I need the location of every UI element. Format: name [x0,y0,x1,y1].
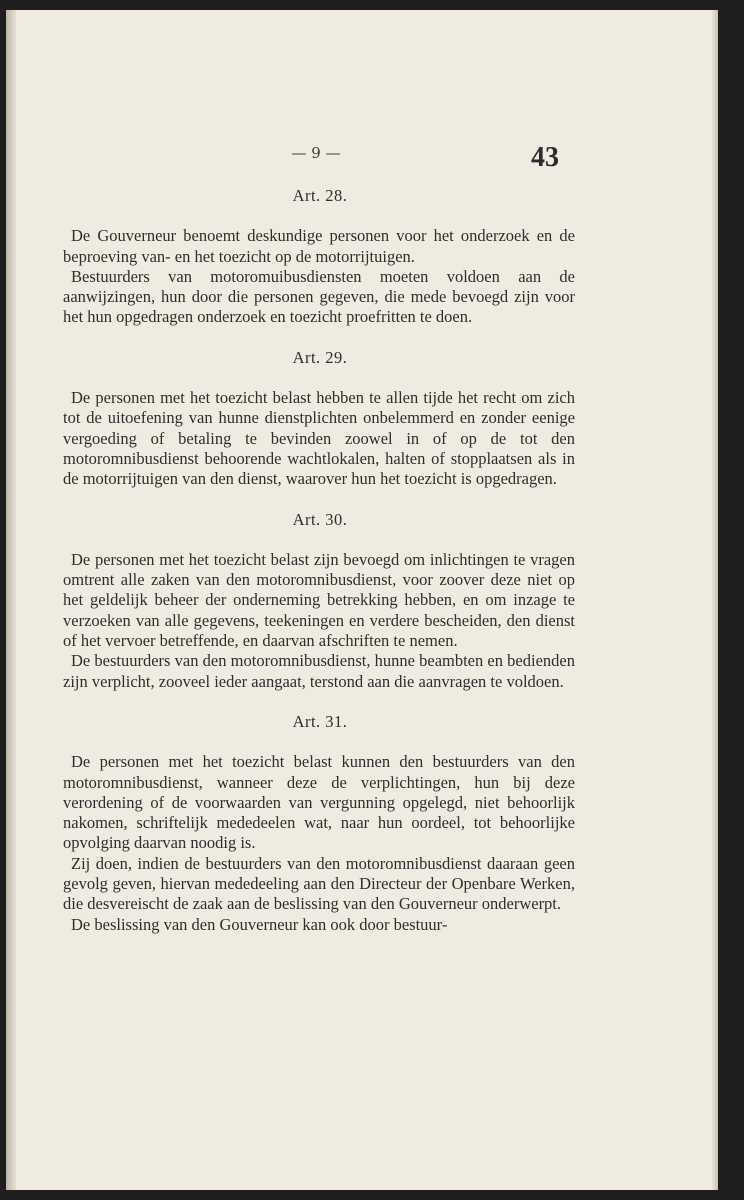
article-heading: Art. 29. [292,347,348,367]
article-31 [63,712,575,935]
article-heading: Art. 30. [292,509,348,529]
article-29 [63,348,575,490]
paragraph: De personen met het toezicht belast hebben te allen tijde het recht om zich tot de uitoefening van hunne dienstplichten onbelemmerd en zonder eenige vergoeding of betaling te bevinden zoowel in of op de tot den motoromnibusdienst behoorende wachtlokalen, halten of stopplaatsen als in de motorrijtuigen van den dienst, waarover hun het toezicht is opgedragen. [63,388,575,489]
article-28 [63,186,575,328]
paragraph: De Gouverneur benoemt deskundige personen voor het onderzoek en de beproeving van- en het toezicht op de motorrijtuigen. [63,226,575,266]
article-text [63,186,575,955]
paragraph: Zij doen, indien de bestuurders van den motoromnibusdienst daaraan geen gevolg geven, hiervan mededeeling aan den Directeur der Openbare Werken, die desvereischt de zaak aan de beslissing van den Gouverneur onderwerpt. [63,853,575,914]
article-30 [63,510,575,692]
paragraph: De personen met het toezicht belast kunnen den bestuurders van den motoromnibusdienst, wanneer deze de verplichtingen, hun bij deze verordening of de voorwaarden van vergunning opgelegd, niet behoorlijk nakomen, schriftelijk mededeelen wat, naar hun oordeel, tot behoorlijke opvolging daarvan noodig is. [63,752,575,853]
page-number-right: 43 [531,142,559,173]
document-page [6,10,718,1190]
article-heading: Art. 31. [292,711,348,731]
page-gutter [6,10,16,1190]
paragraph: Bestuurders van motoromuibusdiensten moeten voldoen aan de aanwijzingen, hun door die personen gegeven, die mede bevoegd zijn voor het hun opgedragen onderzoek en toezicht proefritten te doen. [63,266,575,327]
article-heading: Art. 28. [292,186,348,205]
page-edge [712,10,718,1190]
paragraph: De personen met het toezicht belast zijn bevoegd om inlichtingen te vragen omtrent alle zaken van den motoromnibusdienst, voor zoover deze niet op het geldelijk beheer der onderneming betrekking hebben, en om inzage te verzoeken van alle gegevens, teekeningen en verdere bescheiden, den dienst of het vervoer betreffende, en daarvan afschriften te nemen. [63,549,575,651]
paragraph: De bestuurders van den motoromnibusdienst, hunne beambten en bedienden zijn verplicht, zooveel ieder aangaat, terstond aan die aanvragen te voldoen. [63,651,575,691]
paragraph: De beslissing van den Gouverneur kan ook door bestuur- [71,914,448,934]
page-number-center: — 9 — [291,144,341,162]
